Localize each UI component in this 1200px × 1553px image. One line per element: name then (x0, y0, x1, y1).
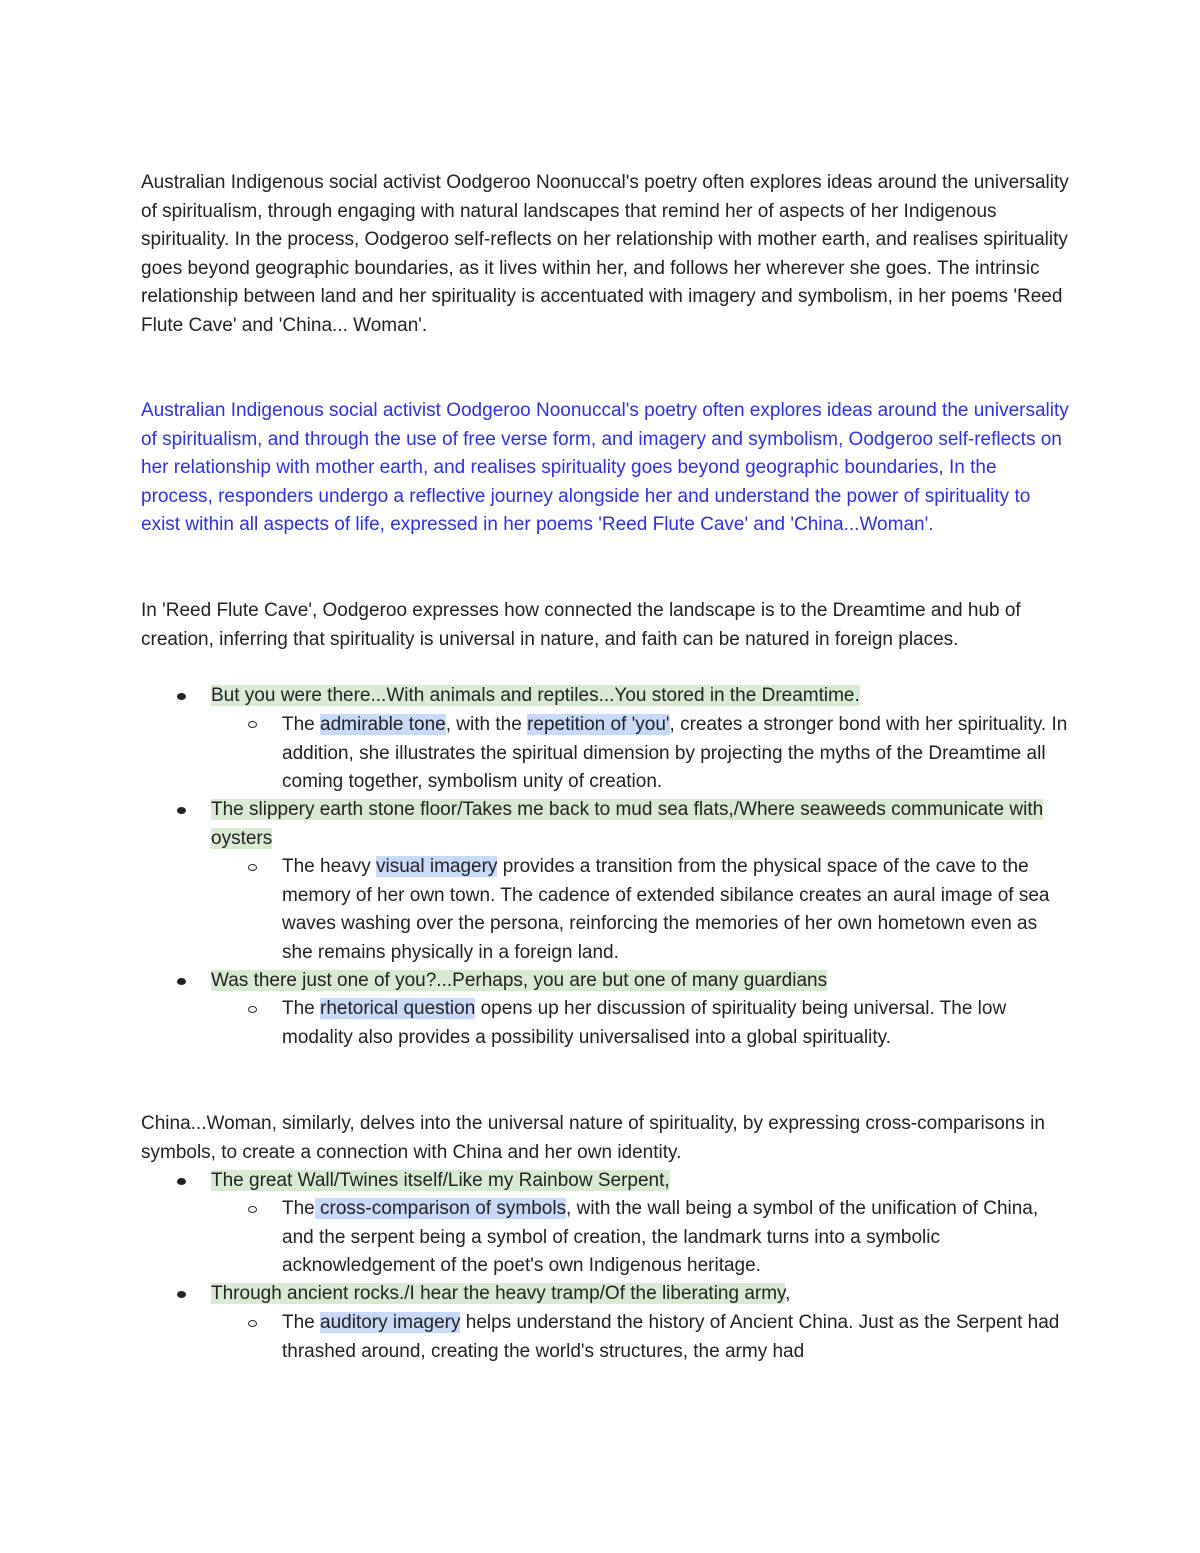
analysis-text: opens up her discussion of spirituality being universal. The low modality also provides a possibility universalised into a global spirituality. (282, 998, 1007, 1048)
revised-intro-text: Australian Indigenous social activist Oodgeroo Noonuccal's poetry often explores ideas around the universality of spiritualism, and through the use of free verse form, and imagery and symbolism, Oodgeroo self-reflects on her relationship with mother earth, and realises spirituality goes beyond geographic boundaries, In the process, responders undergo a reflective journey alongside her and understand the power of spirituality to exist within all aspects of life, expressed in her poems 'Reed Flute Cave' and 'China...Woman'. (141, 400, 1069, 535)
china-quote-2 (211, 1280, 1071, 1309)
bullet-dot-icon (177, 1291, 186, 1298)
china-intro-text: China...Woman, similarly, delves into the universal nature of spirituality, by expressing cross-comparisons in symbols, to create a connection with China and her own identity. (141, 1113, 1045, 1163)
reed-flute-cave-intro (141, 597, 1071, 654)
quote-highlight: Was there just one of you?...Perhaps, you are but one of many guardians (211, 970, 828, 991)
reed-quote-3 (211, 967, 1071, 996)
analysis-text: , with the (445, 714, 528, 735)
quote-highlight: The slippery earth stone floor/Takes me back to mud sea flats,/Where seaweeds communicate with oysters (211, 799, 1044, 849)
reed-quote-2 (211, 796, 1071, 853)
reed-quote-1 (211, 682, 1071, 711)
reed-analysis-3 (282, 995, 1072, 1052)
china-woman-intro (141, 1110, 1071, 1167)
technique-highlight: repetition of 'you' (527, 714, 670, 735)
bullet-dot-icon (177, 1178, 186, 1185)
sub-bullet-circle-icon (248, 1320, 257, 1327)
analysis-text: helps understand the history of Ancient China. Just as the Serpent had thrashed around, creating the world's structures, the army had (282, 1312, 1060, 1362)
china-analysis-1 (282, 1195, 1072, 1281)
quote-tail: , (785, 1283, 791, 1304)
analysis-text: , creates a stronger bond with her spirituality. In addition, she illustrates the spiritual dimension by projecting the myths of the Dreamtime all coming together, symbolism unity of creation. (282, 714, 1068, 792)
china-analysis-2 (282, 1309, 1072, 1366)
quote-highlight: The great Wall/Twines itself/Like my Rainbow Serpent, (211, 1170, 670, 1191)
technique-highlight: auditory imagery (320, 1312, 461, 1333)
china-quote-1 (211, 1167, 1071, 1196)
intro-paragraph (141, 169, 1071, 340)
technique-highlight: admirable tone (320, 714, 446, 735)
analysis-text: The heavy (282, 856, 376, 877)
analysis-text: The (282, 714, 321, 735)
technique-highlight: visual imagery (376, 856, 498, 877)
reed-analysis-2 (282, 853, 1072, 967)
technique-highlight: rhetorical question (320, 998, 476, 1019)
sub-bullet-circle-icon (248, 721, 257, 728)
analysis-text: The (282, 1312, 321, 1333)
revised-intro-paragraph (141, 397, 1071, 540)
quote-highlight: But you were there...With animals and reptiles...You stored in the Dreamtime. (211, 685, 860, 706)
quote-highlight: Through ancient rocks./I hear the heavy tramp/Of the liberating army (211, 1283, 786, 1304)
bullet-dot-icon (177, 693, 186, 700)
reed-analysis-1 (282, 711, 1072, 797)
reed-intro-text: In 'Reed Flute Cave', Oodgeroo expresses how connected the landscape is to the Dreamtime and hub of creation, inferring that spirituality is universal in nature, and faith can be natured in foreign places. (141, 600, 1021, 650)
analysis-text: The (282, 1198, 315, 1219)
analysis-text: , with the wall being a symbol of the unification of China, and the serpent being a symbol of creation, the landmark turns into a symbolic acknowledgement of the poet's own Indigenous heritage. (282, 1198, 1039, 1276)
sub-bullet-circle-icon (248, 1006, 257, 1013)
technique-highlight: cross-comparison of symbols (314, 1198, 567, 1219)
analysis-text: The (282, 998, 321, 1019)
bullet-dot-icon (177, 807, 186, 814)
intro-text: Australian Indigenous social activist Oodgeroo Noonuccal's poetry often explores ideas around the universality of spiritualism, through engaging with natural landscapes that remind her of aspects of her Indigenous spirituality. In the process, Oodgeroo self-reflects on her relationship with mother earth, and realises spirituality goes beyond geographic boundaries, as it lives within her, and follows her wherever she goes. The intrinsic relationship between land and her spirituality is accentuated with imagery and symbolism, in her poems 'Reed Flute Cave' and 'China... Woman'. (141, 172, 1069, 336)
bullet-dot-icon (177, 978, 186, 985)
sub-bullet-circle-icon (248, 864, 257, 871)
analysis-text: provides a transition from the physical space of the cave to the memory of her own town. The cadence of extended sibilance creates an aural image of sea waves washing over the persona, reinforcing the memories of her own hometown even as she remains physically in a foreign land. (282, 856, 1050, 963)
sub-bullet-circle-icon (248, 1206, 257, 1213)
